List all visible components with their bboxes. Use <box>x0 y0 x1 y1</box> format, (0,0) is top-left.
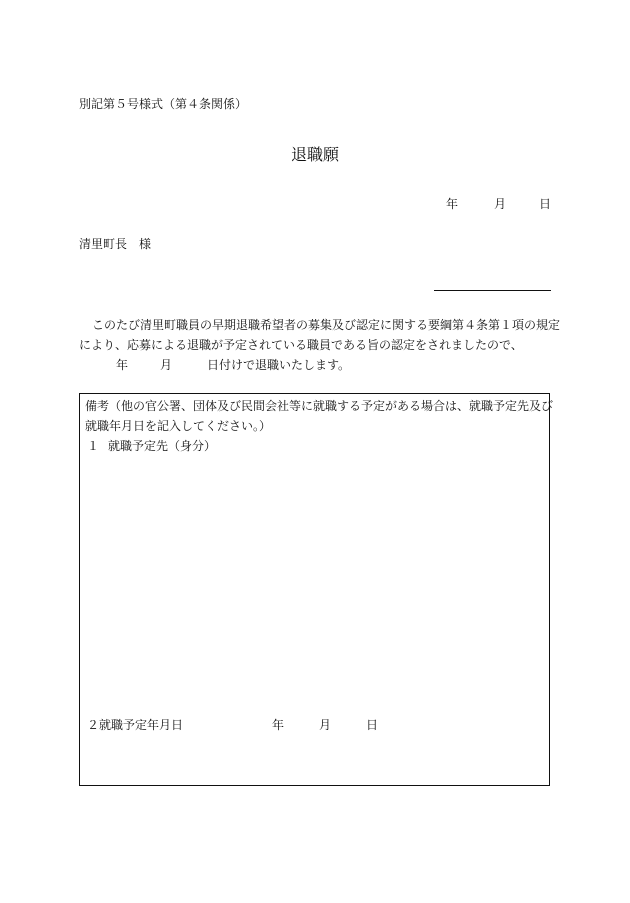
date-day-label: 日 <box>539 197 552 211</box>
remarks-note-line-1: 備考（他の官公署、団体及び民間会社等に就職する予定がある場合は、就職予定先及び <box>85 399 554 413</box>
item-1-number: １ <box>87 439 100 453</box>
body-text-line-2: により、応募による退職が予定されている職員である旨の認定をされましたので、 <box>79 338 523 352</box>
retirement-year-label: 年 <box>116 358 129 372</box>
item-2-year-label: 年 <box>272 718 285 732</box>
document-title: 退職願 <box>290 145 339 164</box>
item-1-label: 就職予定先（身分） <box>108 439 217 453</box>
item-2-label: ２就職予定年月日 <box>87 718 184 732</box>
date-month-label: 月 <box>494 197 507 211</box>
date-year-label: 年 <box>446 197 459 211</box>
body-text-line-1: このたび清里町職員の早期退職希望者の募集及び認定に関する要綱第４条第１項の規定 <box>92 318 561 332</box>
retirement-month-label: 月 <box>160 358 173 372</box>
signature-line <box>434 290 551 291</box>
retirement-date-text: 日付けで退職いたします。 <box>207 358 351 372</box>
addressee: 清里町長 様 <box>79 237 152 251</box>
item-2-day-label: 日 <box>366 718 379 732</box>
form-label: 別記第５号様式（第４条関係） <box>79 97 248 111</box>
remarks-note-line-2: 就職年月日を記入してください。） <box>85 419 272 433</box>
item-2-month-label: 月 <box>319 718 332 732</box>
